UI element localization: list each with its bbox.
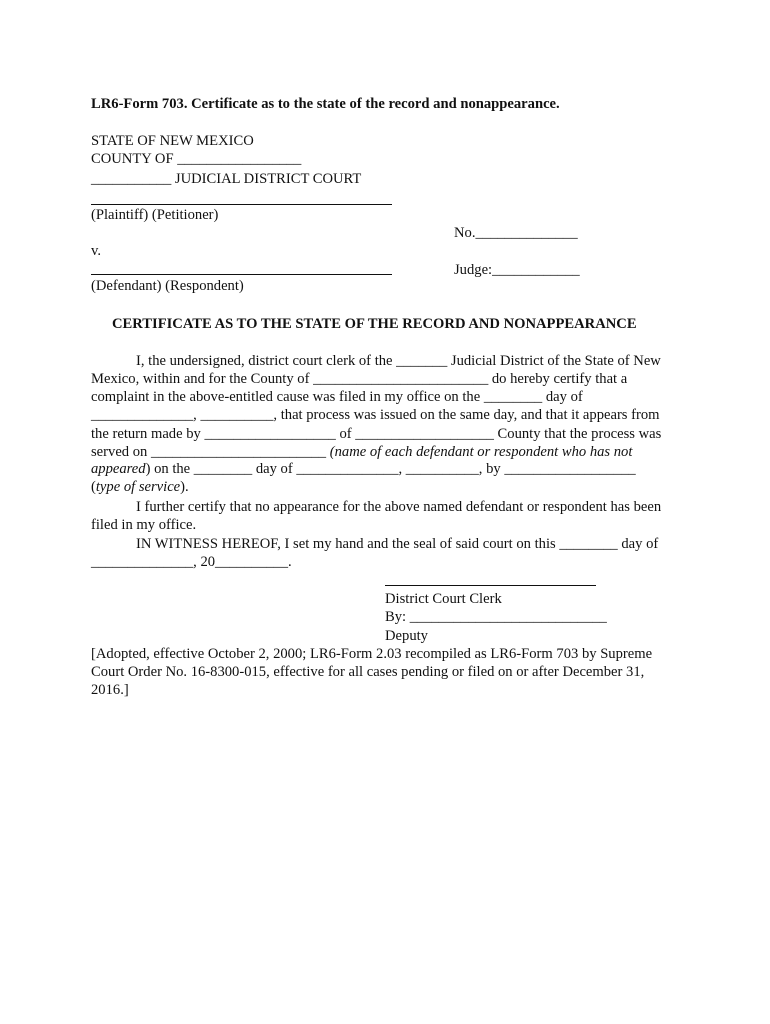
body-line: Mexico, within and for the County of ________________________ do hereby certify that a: [91, 371, 628, 387]
form-title: LR6-Form 703. Certificate as to the state of the record and nonappearance.: [91, 96, 560, 112]
body-line: filed in my office.: [91, 517, 197, 533]
body-line: complaint in the above-entitled cause was filed in my office on the ________ day of: [91, 389, 583, 405]
body-line: I, the undersigned, district court clerk of the _______ Judicial District of the State of New: [136, 353, 661, 369]
plaintiff-label: (Plaintiff) (Petitioner): [91, 207, 219, 223]
clerk-label: District Court Clerk: [385, 591, 502, 607]
defendant-signature-rule: [91, 274, 392, 275]
body-italic-text: appeared: [91, 461, 146, 477]
body-line: IN WITNESS HEREOF, I set my hand and the seal of said court on this ________ day of: [136, 536, 659, 552]
body-line: the return made by __________________ of ___________________ County that the process was: [91, 426, 662, 442]
body-italic-text: type of service: [95, 479, 181, 495]
body-line: ______________, 20__________.: [91, 554, 292, 570]
footnote-line: 2016.]: [91, 682, 129, 698]
body-text: served on ________________________: [91, 444, 330, 460]
plaintiff-signature-rule: [91, 204, 392, 205]
body-italic-text: (name of each defendant or respondent who has not: [329, 444, 633, 460]
body-line: [91, 443, 632, 461]
county-line: COUNTY OF _________________: [91, 151, 302, 167]
court-line: ___________ JUDICIAL DISTRICT COURT: [91, 171, 362, 187]
defendant-label: (Defendant) (Respondent): [91, 278, 244, 294]
body-line: ______________, __________, that process was issued on the same day, and that it appears from: [91, 407, 660, 423]
body-line: [91, 460, 636, 478]
state-line: STATE OF NEW MEXICO: [91, 133, 254, 149]
body-line: I further certify that no appearance for the above named defendant or respondent has been: [136, 499, 662, 515]
body-text: ).: [180, 479, 189, 495]
judge-field: Judge:____________: [454, 262, 580, 278]
deputy-label: Deputy: [385, 628, 428, 644]
by-line: By: ___________________________: [385, 609, 607, 625]
certificate-heading: CERTIFICATE AS TO THE STATE OF THE RECORD AND NONAPPEARANCE: [112, 316, 637, 332]
clerk-signature-rule: [385, 585, 596, 586]
versus-label: v.: [91, 243, 101, 259]
case-number-field: No.______________: [454, 225, 578, 241]
body-line: [91, 478, 189, 496]
footnote-line: Court Order No. 16-8300-015, effective for all cases pending or filed on or after December 31,: [91, 664, 645, 680]
body-text: ) on the ________ day of ______________, __________, by __________________: [145, 461, 636, 477]
body-text: (: [91, 479, 96, 495]
footnote-line: [Adopted, effective October 2, 2000; LR6-Form 2.03 recompiled as LR6-Form 703 by Supreme: [91, 646, 653, 662]
